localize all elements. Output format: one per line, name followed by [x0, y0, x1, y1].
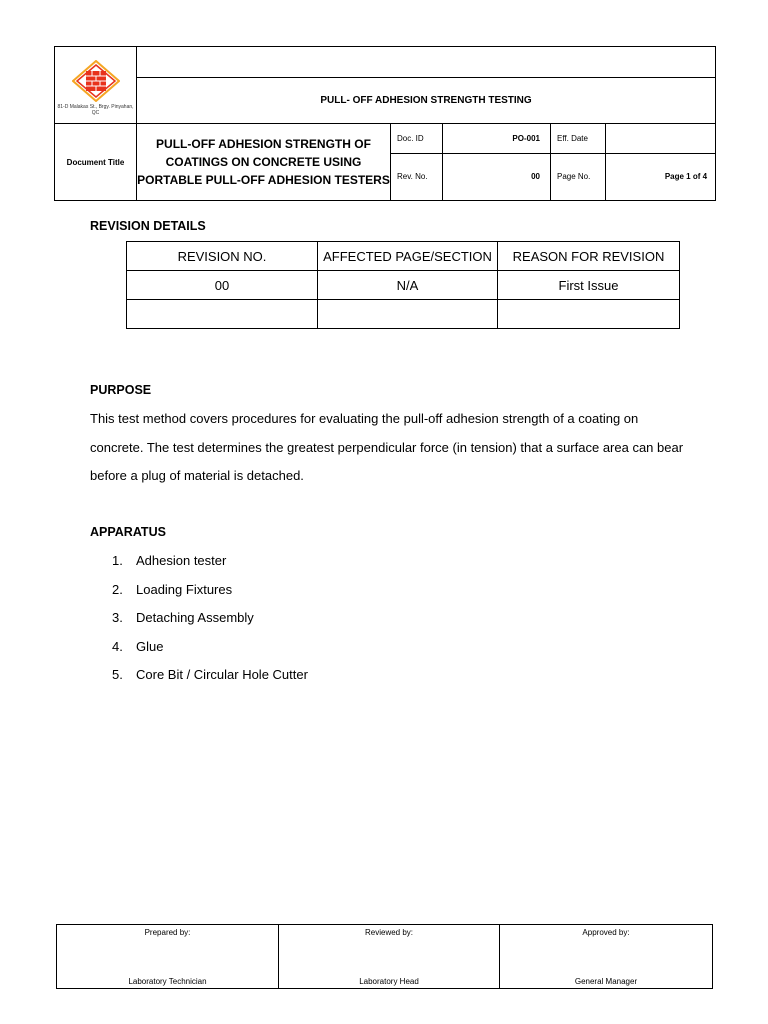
approved-by-role: General Manager [574, 977, 638, 986]
reviewed-by-role: Laboratory Head [359, 977, 419, 986]
page-no-label: Page No. [551, 153, 606, 200]
table-row [127, 271, 680, 300]
list-number: 3. [112, 610, 123, 625]
column-header: REASON FOR REVISION [498, 242, 680, 271]
list-label: Adhesion tester [136, 553, 227, 568]
list-number: 5. [112, 667, 123, 682]
revision-table [126, 241, 680, 329]
revision-details-heading: REVISION DETAILS [90, 219, 206, 233]
document-header [54, 46, 716, 201]
column-header: REVISION NO. [127, 242, 318, 271]
apparatus-heading: APPARATUS [90, 525, 166, 539]
table-cell: N/A [318, 271, 498, 300]
table-cell: 00 [127, 271, 318, 300]
prepared-by-label: Prepared by: [144, 928, 191, 937]
document-title-label: Document Title [55, 124, 137, 201]
list-item [112, 576, 308, 605]
company-logo-icon [72, 60, 120, 102]
list-number: 4. [112, 638, 123, 654]
list-label: Detaching Assembly [136, 610, 254, 625]
list-item [112, 661, 308, 690]
list-item [112, 633, 308, 662]
list-item [112, 547, 308, 576]
table-cell [127, 300, 318, 329]
eff-date-value [606, 124, 716, 153]
approval-footer [56, 924, 713, 989]
list-number: 1. [112, 553, 123, 568]
prepared-by-role: Laboratory Technician [128, 977, 207, 986]
table-cell [318, 300, 498, 329]
document-title: PULL-OFF ADHESION STRENGTH OF COATINGS ON CONCRETE USING PORTABLE PULL-OFF ADHESION TESTERS [137, 124, 391, 201]
rev-no-value: 00 [443, 153, 551, 200]
list-item [112, 604, 308, 633]
table-cell [498, 300, 680, 329]
header-title: PULL- OFF ADHESION STRENGTH TESTING [137, 78, 716, 124]
list-label: Core Bit / Circular Hole Cutter [136, 667, 308, 682]
logo-cell [55, 47, 137, 124]
rev-no-label: Rev. No. [391, 153, 443, 200]
purpose-heading: PURPOSE [90, 383, 152, 397]
list-label: Glue [136, 638, 164, 654]
approved-by-cell [500, 925, 713, 989]
column-header: AFFECTED PAGE/SECTION [318, 242, 498, 271]
eff-date-label: Eff. Date [551, 124, 606, 153]
reviewed-by-label: Reviewed by: [364, 928, 414, 937]
table-cell: First Issue [498, 271, 680, 300]
purpose-paragraph: This test method covers procedures for evaluating the pull-off adhesion strength of a coating on concrete. The test determines the greatest perpendicular force (in tension) that a surface area can bear before a plug of material is detached. [90, 411, 684, 483]
doc-id-value: PO-001 [443, 124, 551, 153]
list-label: Loading Fixtures [136, 581, 233, 597]
table-row [127, 300, 680, 329]
header-blank-row [137, 47, 716, 78]
reviewed-by-cell [279, 925, 500, 989]
revision-table-header [127, 242, 680, 271]
prepared-by-cell [57, 925, 279, 989]
apparatus-list [112, 547, 308, 690]
company-address: 81-D Malakas St., Brgy. Pinyahan, QC [57, 104, 134, 117]
list-number: 2. [112, 581, 123, 597]
page-no-value: Page 1 of 4 [606, 153, 716, 200]
doc-id-label: Doc. ID [391, 124, 443, 153]
approved-by-label: Approved by: [582, 928, 630, 937]
